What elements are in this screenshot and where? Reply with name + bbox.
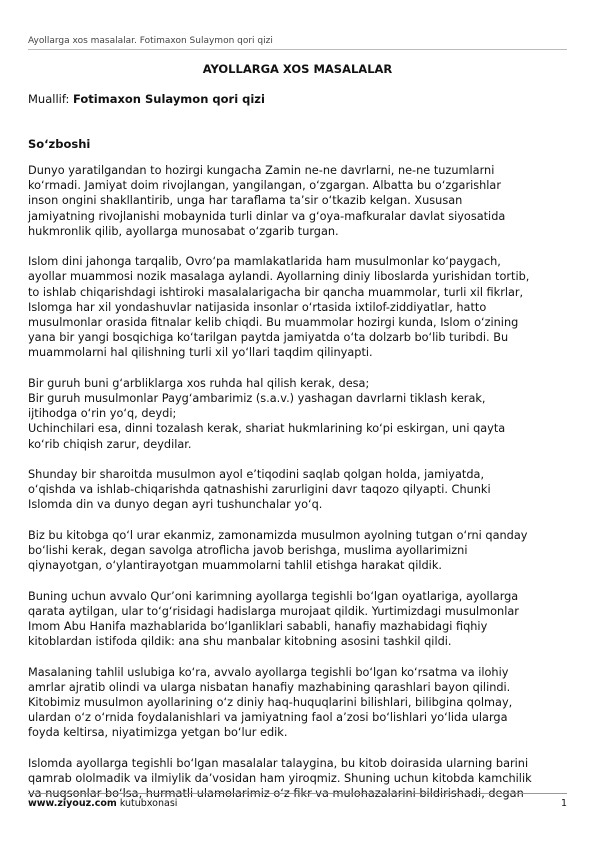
- paragraph-line: Dunyo yaratilgandan to hozirgi kungacha Zamin ne-ne davrlarni, ne-ne tuzumlarni: [28, 164, 495, 177]
- author-line: [28, 92, 265, 106]
- running-header: Ayollarga xos masalalar. Fotimaxon Sulaymon qori qizi: [28, 36, 567, 50]
- paragraph-line: ko‘rib chiqish zarur, deydilar.: [28, 437, 192, 451]
- paragraph: [28, 163, 575, 239]
- paragraph-line: va nuqsonlar bo‘lsa, hurmatli ulamolarimiz o‘z fikr va mulohazalarini bildirishadi, degan: [28, 787, 524, 801]
- paragraph-line: qarata aytilgan, ular to‘g‘risidagi hadislarga murojaat qildik. Yurtimizdagi musulmonlar: [28, 604, 519, 618]
- paragraph-line: yana bir yangi bosqichiga ko‘tarilgan paytda jamiyatda o‘ta dolzarb bo‘lib turibdi. Bu: [28, 331, 509, 345]
- paragraph-line: Buning uchun avvalo Qur’oni karimning ayollarga tegishli bo‘lgan oyatlariga, ayollarga: [28, 589, 519, 603]
- paragraph-line: Islomga har xil yondashuvlar natijasida insonlar o‘rtasida ixtilof-ziddiyatlar, hatto: [28, 300, 487, 314]
- paragraph-line: Islomda din va dunyo degan ayri tushunchalar yo‘q.: [28, 498, 323, 512]
- paragraph-line: Imom Abu Hanifa mazhablarida bo‘lganliklari sababli, hanafiy mazhabidagi fiqhiy: [28, 620, 488, 634]
- paragraph: [28, 665, 575, 741]
- paragraph-line: muammolarni hal qilishning turli xil yo‘llari taqdim qilinyapti.: [28, 346, 373, 360]
- paragraph-line: musulmonlar orasida fitnalar kelib chiqdi. Bu muammolar hozirgi kunda, Islom o‘zining: [28, 316, 519, 330]
- page-footer: [28, 793, 567, 809]
- paragraph: [28, 467, 575, 513]
- paragraph-line: to ishlab chiqarishdagi ishtiroki masalalarigacha bir qancha muammolar, turli xil fikrlar,: [28, 285, 524, 299]
- page-number: 1: [560, 798, 567, 809]
- paragraph-line: Masalaning tahlil uslubiga ko‘ra, avvalo ayollarga tegishli bo‘lgan ko‘rsatma va ilohiy: [28, 665, 509, 679]
- paragraph-line: Bir guruh buni g‘arbliklarga xos ruhda hal qilish kerak, desa;: [28, 376, 370, 390]
- paragraph-line: hukmronlik qilib, ayollarga munosabat o‘zgarib turgan.: [28, 224, 339, 238]
- paragraph-line: ijtihodga o‘rin yo‘q, deydi;: [28, 407, 177, 421]
- paragraph-line: inson ongini shakllantirib, unga har taraflama ta’sir o‘tkazib kelgan. Xususan: [28, 194, 463, 208]
- paragraph-line: ulardan o‘z o‘rnida foydalanishlari va jamiyatning faol a’zosi bo‘lishlari yo‘lida ularga: [28, 711, 508, 725]
- author-label: Muallif:: [28, 92, 70, 106]
- paragraph-line: qamrab ololmadik va ilmiylik da’vosidan ham yiroqmiz. Shuning uchun kitobda kamchilik: [28, 772, 532, 786]
- paragraph-line: Uchinchilari esa, dinni tozalash kerak, shariat hukmlarining ko‘pi eskirgan, uni qayta: [28, 422, 506, 436]
- body-text: [28, 163, 575, 817]
- document-title: AYOLLARGA XOS MASALALAR: [202, 62, 393, 76]
- paragraph: [28, 589, 575, 650]
- paragraph-line: Bir guruh musulmonlar Payg‘ambarimiz (s.a.v.) yashagan davrlarni tiklash kerak,: [28, 392, 486, 406]
- footer-site-link[interactable]: www.ziyouz.com: [28, 798, 117, 809]
- footer-suffix: kutubxonasi: [119, 798, 178, 809]
- paragraph-line: Islom dini jahonga tarqalib, Ovro‘pa mamlakatlarida ham musulmonlar ko‘paygach,: [28, 255, 501, 269]
- section-title: So‘zboshi: [28, 137, 91, 151]
- paragraph-line: jamiyatning rivojlanishi mobaynida turli dinlar va g‘oya-mafkuralar davlat siyosatida: [28, 209, 506, 223]
- paragraph-line: qiynayotgan, o‘ylantirayotgan muammolarni tahlil etishga harakat qildik.: [28, 559, 442, 573]
- paragraph-line: ko‘rmadi. Jamiyat doim rivojlangan, yangilangan, o‘zgargan. Albatta bu o‘zgarishlar: [28, 179, 501, 193]
- paragraph-line: Islomda ayollarga tegishli bo‘lgan masalalar talaygina, bu kitob doirasida ularning barini: [28, 756, 529, 770]
- paragraph-line: Shunday bir sharoitda musulmon ayol e’tiqodini saqlab qolgan holda, jamiyatda,: [28, 468, 485, 482]
- paragraph-line: kitoblardan istifoda qildik: ana shu manbalar kitobning asosini tashkil qildi.: [28, 635, 452, 649]
- paragraph: [28, 528, 575, 574]
- paragraph: [28, 376, 575, 452]
- paragraph-line: foyda keltirsa, niyatimizga yetgan bo‘lur edik.: [28, 726, 288, 740]
- paragraph-line: o‘qishda va ishlab-chiqarishda qatnashishi zarurligini davr taqozo qilyapti. Chunki: [28, 483, 491, 497]
- paragraph-line: Biz bu kitobga qo‘l urar ekanmiz, zamonamizda musulmon ayolning tutgan o‘rni qanday: [28, 528, 528, 542]
- author-name: Fotimaxon Sulaymon qori qizi: [73, 92, 265, 106]
- paragraph: [28, 254, 575, 360]
- paragraph-line: Kitobimiz musulmon ayollarining o‘z diniy haq-huquqlarini bilishlari, bilibgina qolmay,: [28, 696, 513, 710]
- paragraph-line: amrlar ajratib olindi va ularga nisbatan hanafiy mazhabining qarashlari bayon qilindi.: [28, 680, 511, 694]
- paragraph-line: ayollar muammosi nozik masalaga aylandi. Ayollarning diniy liboslarda yurishidan tortib,: [28, 270, 530, 284]
- paragraph-line: bo‘lishi kerak, degan savolga atroflicha javob berishga, muslima ayollarimizni: [28, 544, 468, 558]
